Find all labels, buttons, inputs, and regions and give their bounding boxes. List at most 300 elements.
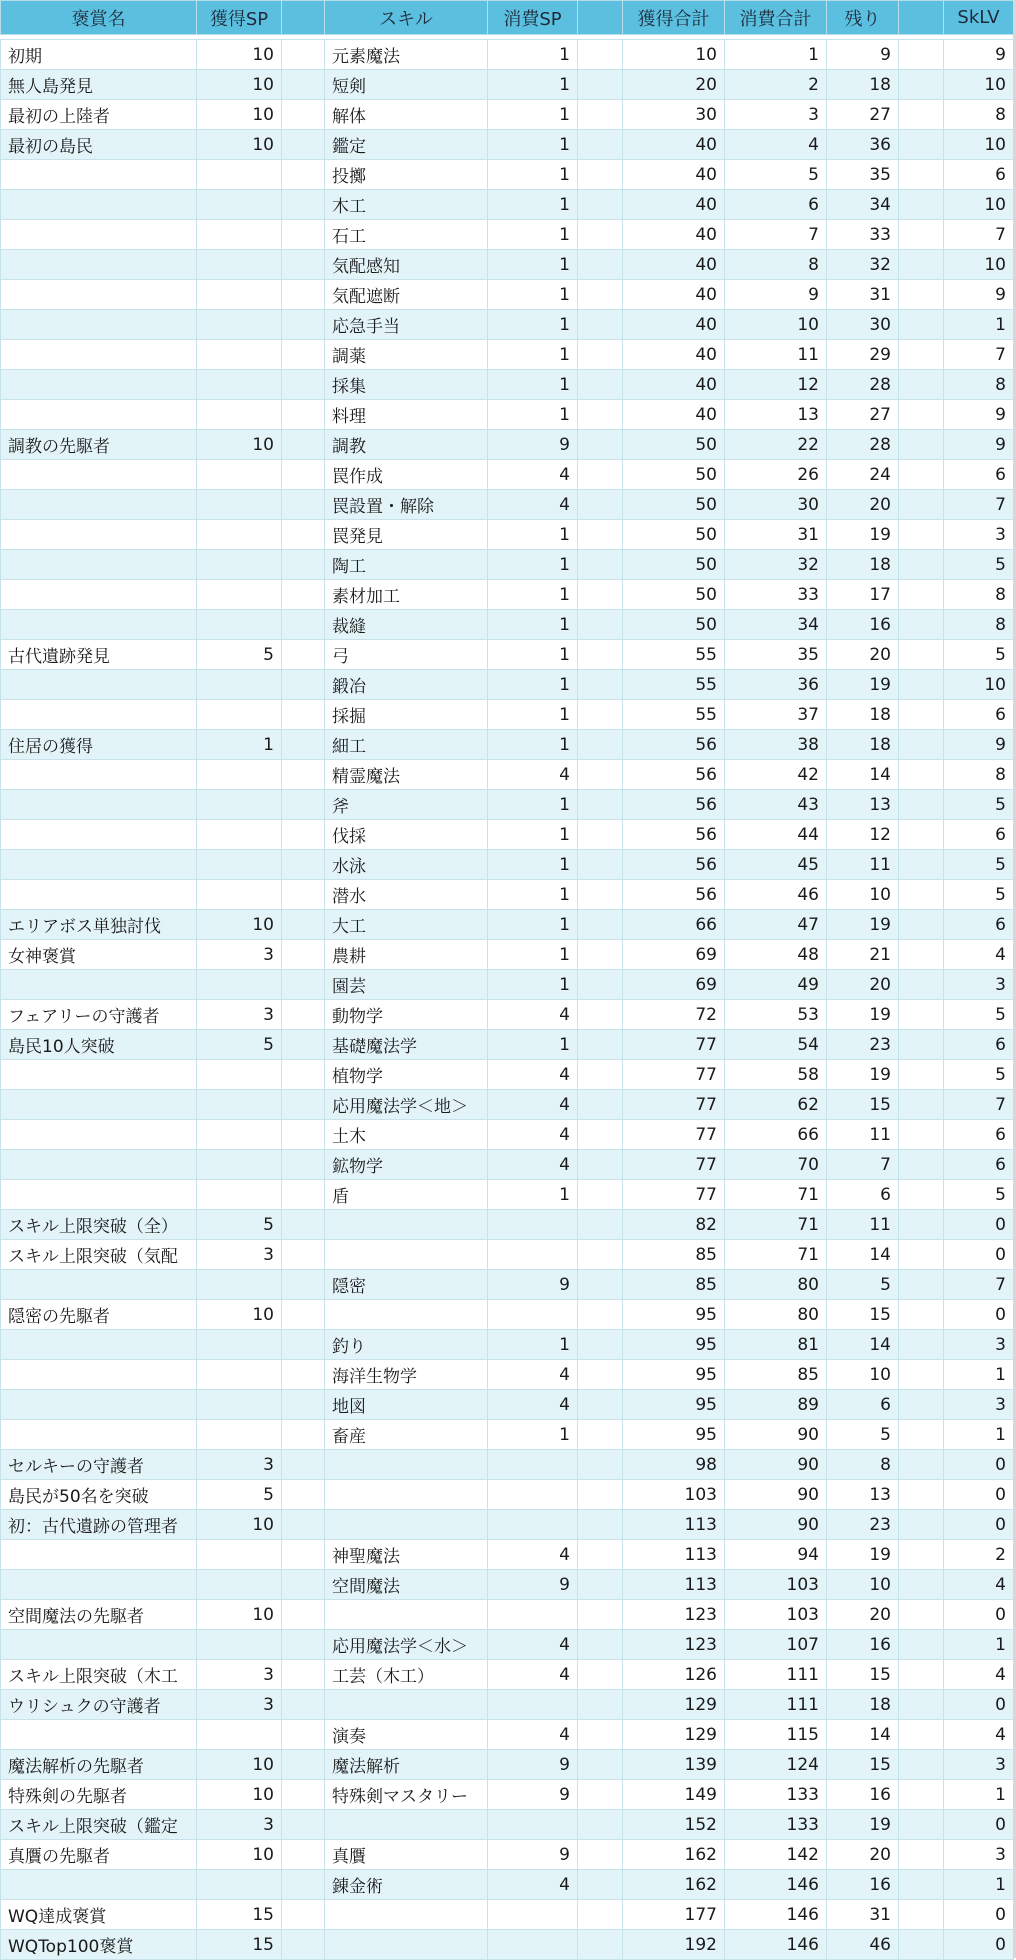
earned-sp-cell[interactable] [197, 1570, 282, 1600]
remaining-cell[interactable]: 6 [827, 1390, 899, 1420]
blank-cell[interactable] [282, 940, 325, 970]
remaining-cell[interactable]: 16 [827, 1780, 899, 1810]
used-sp-cell[interactable]: 1 [488, 190, 578, 220]
blank-cell[interactable] [899, 340, 944, 370]
blank-cell[interactable] [899, 100, 944, 130]
award-name-cell[interactable] [1, 1270, 197, 1300]
award-name-cell[interactable] [1, 700, 197, 730]
blank-cell[interactable] [282, 610, 325, 640]
remaining-cell[interactable]: 14 [827, 760, 899, 790]
earned-sp-cell[interactable]: 3 [197, 1810, 282, 1840]
remaining-cell[interactable]: 30 [827, 310, 899, 340]
used-total-cell[interactable]: 53 [725, 1000, 827, 1030]
earned-sp-cell[interactable] [197, 1540, 282, 1570]
used-sp-cell[interactable]: 4 [488, 460, 578, 490]
skill-cell[interactable]: 植物学 [325, 1060, 488, 1090]
earned-sp-cell[interactable]: 5 [197, 640, 282, 670]
blank-cell[interactable] [578, 580, 623, 610]
earned-sp-cell[interactable] [197, 700, 282, 730]
blank-cell[interactable] [282, 970, 325, 1000]
award-name-cell[interactable] [1, 520, 197, 550]
remaining-cell[interactable]: 11 [827, 850, 899, 880]
used-sp-cell[interactable] [488, 1690, 578, 1720]
used-total-cell[interactable]: 47 [725, 910, 827, 940]
blank-cell[interactable] [282, 1120, 325, 1150]
used-total-cell[interactable]: 111 [725, 1660, 827, 1690]
used-sp-cell[interactable]: 4 [488, 1720, 578, 1750]
remaining-cell[interactable]: 14 [827, 1330, 899, 1360]
used-total-cell[interactable]: 66 [725, 1120, 827, 1150]
remaining-cell[interactable]: 29 [827, 340, 899, 370]
earned-total-cell[interactable]: 177 [623, 1900, 725, 1930]
blank-cell[interactable] [282, 160, 325, 190]
award-name-cell[interactable]: 空間魔法の先駆者 [1, 1600, 197, 1630]
earned-total-cell[interactable]: 56 [623, 880, 725, 910]
sklv-cell[interactable]: 6 [944, 700, 1014, 730]
earned-total-cell[interactable]: 139 [623, 1750, 725, 1780]
sklv-cell[interactable]: 9 [944, 730, 1014, 760]
sklv-cell[interactable]: 0 [944, 1300, 1014, 1330]
used-total-cell[interactable]: 58 [725, 1060, 827, 1090]
earned-total-cell[interactable]: 40 [623, 130, 725, 160]
used-total-cell[interactable]: 32 [725, 550, 827, 580]
remaining-cell[interactable]: 31 [827, 1900, 899, 1930]
blank-cell[interactable] [899, 580, 944, 610]
award-name-cell[interactable]: 住居の獲得 [1, 730, 197, 760]
used-sp-cell[interactable]: 1 [488, 520, 578, 550]
earned-total-cell[interactable]: 149 [623, 1780, 725, 1810]
blank-cell[interactable] [899, 1840, 944, 1870]
blank-cell[interactable] [578, 190, 623, 220]
earned-total-cell[interactable]: 77 [623, 1090, 725, 1120]
remaining-cell[interactable]: 14 [827, 1720, 899, 1750]
earned-total-cell[interactable]: 40 [623, 400, 725, 430]
blank-cell[interactable] [578, 340, 623, 370]
earned-sp-cell[interactable] [197, 1420, 282, 1450]
award-name-cell[interactable] [1, 1180, 197, 1210]
skill-cell[interactable]: 盾 [325, 1180, 488, 1210]
earned-total-cell[interactable]: 126 [623, 1660, 725, 1690]
used-total-cell[interactable]: 142 [725, 1840, 827, 1870]
header-blank-2[interactable] [578, 1, 623, 35]
blank-cell[interactable] [282, 760, 325, 790]
blank-cell[interactable] [899, 1390, 944, 1420]
blank-cell[interactable] [899, 1360, 944, 1390]
used-total-cell[interactable]: 31 [725, 520, 827, 550]
blank-cell[interactable] [282, 70, 325, 100]
blank-cell[interactable] [578, 490, 623, 520]
used-total-cell[interactable]: 38 [725, 730, 827, 760]
skill-cell[interactable]: 畜産 [325, 1420, 488, 1450]
used-sp-cell[interactable] [488, 1300, 578, 1330]
skill-cell[interactable]: 基礎魔法学 [325, 1030, 488, 1060]
sklv-cell[interactable]: 3 [944, 1330, 1014, 1360]
sklv-cell[interactable]: 0 [944, 1900, 1014, 1930]
blank-cell[interactable] [899, 730, 944, 760]
award-name-cell[interactable]: スキル上限突破（気配 [1, 1240, 197, 1270]
award-name-cell[interactable]: 女神褒賞 [1, 940, 197, 970]
used-sp-cell[interactable]: 1 [488, 640, 578, 670]
skill-cell[interactable]: 応用魔法学＜水＞ [325, 1630, 488, 1660]
used-sp-cell[interactable]: 1 [488, 310, 578, 340]
blank-cell[interactable] [282, 190, 325, 220]
skill-cell[interactable]: 錬金術 [325, 1870, 488, 1900]
earned-sp-cell[interactable] [197, 1360, 282, 1390]
used-total-cell[interactable]: 90 [725, 1510, 827, 1540]
skill-cell[interactable] [325, 1450, 488, 1480]
blank-cell[interactable] [578, 160, 623, 190]
used-sp-cell[interactable]: 1 [488, 970, 578, 1000]
blank-cell[interactable] [282, 370, 325, 400]
blank-cell[interactable] [578, 1180, 623, 1210]
award-name-cell[interactable] [1, 670, 197, 700]
remaining-cell[interactable]: 10 [827, 1360, 899, 1390]
award-name-cell[interactable]: スキル上限突破（全） [1, 1210, 197, 1240]
blank-cell[interactable] [899, 1240, 944, 1270]
used-sp-cell[interactable]: 9 [488, 430, 578, 460]
used-sp-cell[interactable]: 1 [488, 550, 578, 580]
earned-sp-cell[interactable] [197, 160, 282, 190]
earned-total-cell[interactable]: 152 [623, 1810, 725, 1840]
award-name-cell[interactable]: WQTop100褒賞 [1, 1930, 197, 1960]
blank-cell[interactable] [578, 940, 623, 970]
blank-cell[interactable] [899, 520, 944, 550]
used-total-cell[interactable]: 115 [725, 1720, 827, 1750]
earned-total-cell[interactable]: 50 [623, 460, 725, 490]
sklv-cell[interactable]: 0 [944, 1690, 1014, 1720]
used-total-cell[interactable]: 2 [725, 70, 827, 100]
used-sp-cell[interactable]: 4 [488, 1360, 578, 1390]
skill-cell[interactable]: 園芸 [325, 970, 488, 1000]
blank-cell[interactable] [578, 1300, 623, 1330]
remaining-cell[interactable]: 8 [827, 1450, 899, 1480]
blank-cell[interactable] [578, 1900, 623, 1930]
award-name-cell[interactable] [1, 820, 197, 850]
earned-total-cell[interactable]: 40 [623, 250, 725, 280]
blank-cell[interactable] [578, 40, 623, 70]
earned-sp-cell[interactable] [197, 340, 282, 370]
used-total-cell[interactable]: 124 [725, 1750, 827, 1780]
blank-cell[interactable] [578, 1930, 623, 1960]
earned-total-cell[interactable]: 50 [623, 490, 725, 520]
blank-cell[interactable] [899, 1420, 944, 1450]
earned-sp-cell[interactable]: 5 [197, 1210, 282, 1240]
blank-cell[interactable] [282, 1390, 325, 1420]
earned-total-cell[interactable]: 113 [623, 1540, 725, 1570]
blank-cell[interactable] [282, 1720, 325, 1750]
blank-cell[interactable] [282, 490, 325, 520]
earned-total-cell[interactable]: 85 [623, 1270, 725, 1300]
sklv-cell[interactable]: 5 [944, 1060, 1014, 1090]
sklv-cell[interactable]: 0 [944, 1510, 1014, 1540]
blank-cell[interactable] [282, 790, 325, 820]
used-sp-cell[interactable]: 1 [488, 850, 578, 880]
earned-total-cell[interactable]: 30 [623, 100, 725, 130]
used-sp-cell[interactable]: 9 [488, 1570, 578, 1600]
used-total-cell[interactable]: 42 [725, 760, 827, 790]
used-sp-cell[interactable] [488, 1210, 578, 1240]
earned-sp-cell[interactable] [197, 1150, 282, 1180]
sklv-cell[interactable]: 4 [944, 940, 1014, 970]
skill-cell[interactable]: 料理 [325, 400, 488, 430]
used-sp-cell[interactable] [488, 1450, 578, 1480]
skill-cell[interactable]: 神聖魔法 [325, 1540, 488, 1570]
used-total-cell[interactable]: 33 [725, 580, 827, 610]
award-name-cell[interactable] [1, 490, 197, 520]
earned-total-cell[interactable]: 56 [623, 820, 725, 850]
award-name-cell[interactable] [1, 970, 197, 1000]
award-name-cell[interactable] [1, 760, 197, 790]
blank-cell[interactable] [282, 40, 325, 70]
blank-cell[interactable] [578, 100, 623, 130]
used-sp-cell[interactable]: 1 [488, 220, 578, 250]
blank-cell[interactable] [899, 1690, 944, 1720]
skill-cell[interactable]: 水泳 [325, 850, 488, 880]
award-name-cell[interactable] [1, 370, 197, 400]
skill-cell[interactable]: 潜水 [325, 880, 488, 910]
award-name-cell[interactable]: スキル上限突破（鑑定 [1, 1810, 197, 1840]
earned-sp-cell[interactable]: 10 [197, 70, 282, 100]
remaining-cell[interactable]: 7 [827, 1150, 899, 1180]
remaining-cell[interactable]: 18 [827, 1690, 899, 1720]
used-total-cell[interactable]: 30 [725, 490, 827, 520]
remaining-cell[interactable]: 5 [827, 1270, 899, 1300]
blank-cell[interactable] [578, 1090, 623, 1120]
used-total-cell[interactable]: 5 [725, 160, 827, 190]
earned-sp-cell[interactable]: 10 [197, 1300, 282, 1330]
used-sp-cell[interactable]: 9 [488, 1750, 578, 1780]
skill-cell[interactable] [325, 1240, 488, 1270]
blank-cell[interactable] [578, 1780, 623, 1810]
skill-cell[interactable]: 応用魔法学＜地＞ [325, 1090, 488, 1120]
header-award-name[interactable]: 褒賞名 [1, 1, 197, 35]
earned-total-cell[interactable]: 56 [623, 730, 725, 760]
sklv-cell[interactable]: 5 [944, 550, 1014, 580]
sklv-cell[interactable]: 6 [944, 160, 1014, 190]
earned-sp-cell[interactable] [197, 250, 282, 280]
remaining-cell[interactable]: 18 [827, 550, 899, 580]
skill-cell[interactable]: 調薬 [325, 340, 488, 370]
remaining-cell[interactable]: 19 [827, 1060, 899, 1090]
used-total-cell[interactable]: 133 [725, 1810, 827, 1840]
remaining-cell[interactable]: 23 [827, 1030, 899, 1060]
earned-sp-cell[interactable]: 3 [197, 1240, 282, 1270]
award-name-cell[interactable] [1, 1060, 197, 1090]
earned-sp-cell[interactable] [197, 1720, 282, 1750]
used-total-cell[interactable]: 1 [725, 40, 827, 70]
sklv-cell[interactable]: 6 [944, 910, 1014, 940]
earned-total-cell[interactable]: 103 [623, 1480, 725, 1510]
remaining-cell[interactable]: 11 [827, 1210, 899, 1240]
blank-cell[interactable] [578, 1060, 623, 1090]
used-sp-cell[interactable]: 1 [488, 130, 578, 160]
earned-sp-cell[interactable] [197, 670, 282, 700]
skill-cell[interactable] [325, 1210, 488, 1240]
used-sp-cell[interactable]: 1 [488, 610, 578, 640]
award-name-cell[interactable] [1, 1120, 197, 1150]
award-name-cell[interactable] [1, 610, 197, 640]
earned-sp-cell[interactable]: 3 [197, 1000, 282, 1030]
sklv-cell[interactable]: 1 [944, 1870, 1014, 1900]
blank-cell[interactable] [578, 790, 623, 820]
blank-cell[interactable] [282, 1630, 325, 1660]
earned-total-cell[interactable]: 162 [623, 1840, 725, 1870]
earned-sp-cell[interactable] [197, 1090, 282, 1120]
used-sp-cell[interactable]: 1 [488, 370, 578, 400]
remaining-cell[interactable]: 27 [827, 100, 899, 130]
skill-cell[interactable]: 採掘 [325, 700, 488, 730]
blank-cell[interactable] [899, 1660, 944, 1690]
blank-cell[interactable] [282, 880, 325, 910]
skill-cell[interactable]: 隠密 [325, 1270, 488, 1300]
earned-sp-cell[interactable] [197, 1330, 282, 1360]
skill-cell[interactable]: 弓 [325, 640, 488, 670]
blank-cell[interactable] [282, 1330, 325, 1360]
blank-cell[interactable] [578, 1450, 623, 1480]
blank-cell[interactable] [282, 820, 325, 850]
blank-cell[interactable] [578, 310, 623, 340]
blank-cell[interactable] [899, 220, 944, 250]
remaining-cell[interactable]: 9 [827, 40, 899, 70]
blank-cell[interactable] [578, 610, 623, 640]
sklv-cell[interactable]: 10 [944, 130, 1014, 160]
blank-cell[interactable] [282, 1600, 325, 1630]
used-total-cell[interactable]: 146 [725, 1930, 827, 1960]
earned-total-cell[interactable]: 72 [623, 1000, 725, 1030]
blank-cell[interactable] [282, 250, 325, 280]
used-total-cell[interactable]: 80 [725, 1270, 827, 1300]
earned-total-cell[interactable]: 40 [623, 280, 725, 310]
skill-cell[interactable] [325, 1600, 488, 1630]
earned-total-cell[interactable]: 55 [623, 640, 725, 670]
blank-cell[interactable] [282, 1930, 325, 1960]
award-name-cell[interactable]: 島民10人突破 [1, 1030, 197, 1060]
award-name-cell[interactable]: 最初の島民 [1, 130, 197, 160]
remaining-cell[interactable]: 11 [827, 1120, 899, 1150]
award-name-cell[interactable] [1, 1360, 197, 1390]
blank-cell[interactable] [578, 1840, 623, 1870]
used-sp-cell[interactable]: 1 [488, 400, 578, 430]
sklv-cell[interactable]: 6 [944, 1030, 1014, 1060]
used-sp-cell[interactable]: 1 [488, 1030, 578, 1060]
blank-cell[interactable] [578, 1120, 623, 1150]
remaining-cell[interactable]: 24 [827, 460, 899, 490]
sklv-cell[interactable]: 4 [944, 1570, 1014, 1600]
blank-cell[interactable] [282, 1420, 325, 1450]
remaining-cell[interactable]: 35 [827, 160, 899, 190]
blank-cell[interactable] [899, 280, 944, 310]
blank-cell[interactable] [282, 1840, 325, 1870]
blank-cell[interactable] [578, 1000, 623, 1030]
skill-cell[interactable]: 地図 [325, 1390, 488, 1420]
earned-sp-cell[interactable]: 10 [197, 1510, 282, 1540]
used-sp-cell[interactable] [488, 1600, 578, 1630]
blank-cell[interactable] [899, 610, 944, 640]
sklv-cell[interactable]: 5 [944, 640, 1014, 670]
blank-cell[interactable] [578, 400, 623, 430]
blank-cell[interactable] [282, 910, 325, 940]
skill-cell[interactable] [325, 1480, 488, 1510]
blank-cell[interactable] [578, 1870, 623, 1900]
header-earned-sp[interactable]: 獲得SP [197, 1, 282, 35]
blank-cell[interactable] [899, 190, 944, 220]
used-sp-cell[interactable]: 1 [488, 100, 578, 130]
used-total-cell[interactable]: 90 [725, 1450, 827, 1480]
skill-cell[interactable] [325, 1300, 488, 1330]
blank-cell[interactable] [578, 1810, 623, 1840]
remaining-cell[interactable]: 10 [827, 880, 899, 910]
earned-sp-cell[interactable] [197, 1180, 282, 1210]
used-sp-cell[interactable]: 1 [488, 910, 578, 940]
award-name-cell[interactable] [1, 850, 197, 880]
used-sp-cell[interactable]: 1 [488, 40, 578, 70]
blank-cell[interactable] [899, 820, 944, 850]
award-name-cell[interactable] [1, 1630, 197, 1660]
skill-cell[interactable]: 農耕 [325, 940, 488, 970]
award-name-cell[interactable]: ウリシュクの守護者 [1, 1690, 197, 1720]
used-total-cell[interactable]: 26 [725, 460, 827, 490]
blank-cell[interactable] [899, 40, 944, 70]
blank-cell[interactable] [899, 1900, 944, 1930]
sklv-cell[interactable]: 8 [944, 580, 1014, 610]
sklv-cell[interactable]: 7 [944, 340, 1014, 370]
blank-cell[interactable] [899, 1120, 944, 1150]
remaining-cell[interactable]: 21 [827, 940, 899, 970]
used-total-cell[interactable]: 103 [725, 1600, 827, 1630]
blank-cell[interactable] [899, 1720, 944, 1750]
earned-sp-cell[interactable]: 3 [197, 1660, 282, 1690]
earned-sp-cell[interactable] [197, 760, 282, 790]
remaining-cell[interactable]: 16 [827, 1630, 899, 1660]
used-total-cell[interactable]: 54 [725, 1030, 827, 1060]
blank-cell[interactable] [578, 70, 623, 100]
earned-sp-cell[interactable] [197, 880, 282, 910]
blank-cell[interactable] [282, 1450, 325, 1480]
earned-sp-cell[interactable] [197, 820, 282, 850]
earned-sp-cell[interactable]: 3 [197, 1690, 282, 1720]
earned-sp-cell[interactable] [197, 1060, 282, 1090]
remaining-cell[interactable]: 20 [827, 640, 899, 670]
skill-cell[interactable]: 工芸（木工） [325, 1660, 488, 1690]
used-total-cell[interactable]: 9 [725, 280, 827, 310]
skill-cell[interactable]: 元素魔法 [325, 40, 488, 70]
earned-total-cell[interactable]: 95 [623, 1390, 725, 1420]
sklv-cell[interactable]: 10 [944, 70, 1014, 100]
blank-cell[interactable] [899, 1060, 944, 1090]
used-total-cell[interactable]: 48 [725, 940, 827, 970]
sklv-cell[interactable]: 1 [944, 1780, 1014, 1810]
skill-cell[interactable]: 調教 [325, 430, 488, 460]
earned-sp-cell[interactable]: 5 [197, 1480, 282, 1510]
used-sp-cell[interactable] [488, 1810, 578, 1840]
blank-cell[interactable] [282, 220, 325, 250]
earned-sp-cell[interactable] [197, 520, 282, 550]
blank-cell[interactable] [282, 1870, 325, 1900]
header-sklv[interactable]: SkLV [944, 1, 1014, 35]
sklv-cell[interactable]: 1 [944, 1420, 1014, 1450]
blank-cell[interactable] [578, 460, 623, 490]
blank-cell[interactable] [899, 670, 944, 700]
sklv-cell[interactable]: 7 [944, 1270, 1014, 1300]
blank-cell[interactable] [578, 250, 623, 280]
remaining-cell[interactable]: 33 [827, 220, 899, 250]
used-total-cell[interactable]: 10 [725, 310, 827, 340]
award-name-cell[interactable]: 調教の先駆者 [1, 430, 197, 460]
remaining-cell[interactable]: 5 [827, 1420, 899, 1450]
blank-cell[interactable] [578, 1510, 623, 1540]
used-sp-cell[interactable]: 9 [488, 1840, 578, 1870]
used-sp-cell[interactable]: 4 [488, 760, 578, 790]
